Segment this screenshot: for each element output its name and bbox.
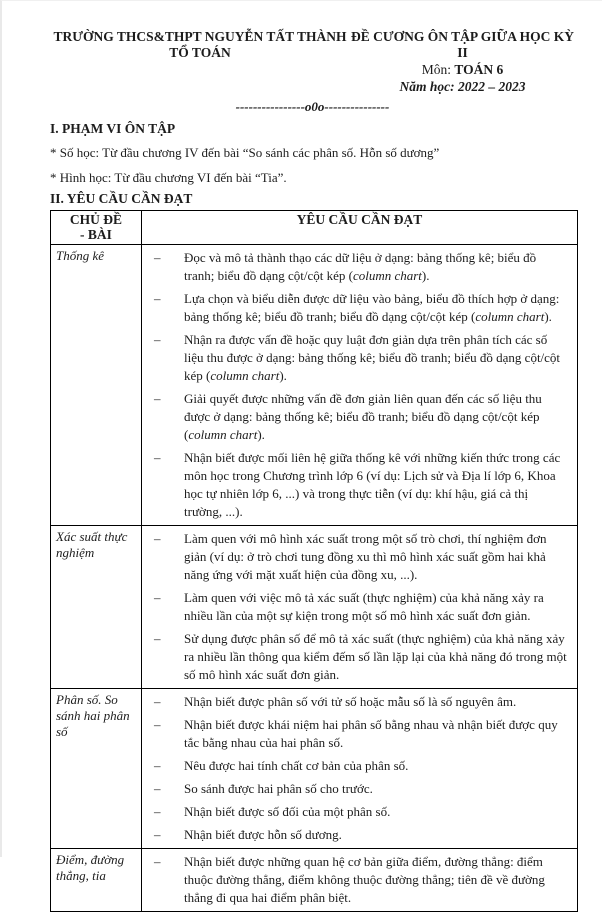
section-requirements-title: II. YÊU CẦU CẦN ĐẠT [50,191,193,206]
requirement-item [142,826,569,844]
requirement-text: So sánh được hai phân số cho trước. [184,781,373,796]
title-block [350,29,575,95]
requirement-text: Nhận biết được phân số với tử số hoặc mẫu số là số nguyên âm. [184,694,517,709]
subject-label: Môn: [421,62,455,77]
column-header-topic [51,211,142,245]
requirement-item [142,853,569,907]
requirement-item [142,716,569,752]
requirement-item [142,693,569,711]
requirements-cell [142,526,578,689]
table-row [51,849,578,912]
dash-bullet: – [154,590,161,605]
dash-bullet: – [154,291,161,306]
topic-cell: Thống kê [51,245,142,526]
requirement-text: Nêu được hai tính chất cơ bản của phân số. [184,758,409,773]
requirement-text: Nhận biết được hỗn số dương. [184,827,342,842]
requirement-item [142,780,569,798]
department-name: TỔ TOÁN [169,45,231,60]
requirements-cell [142,689,578,849]
requirement-text: Sử dụng được phân số để mô tả xác suất (thực nghiệm) của khả năng xảy ra nhiều lần thông qua kiểm đếm số lần lặp lại của khả năng đó trong một số mô hình xác suất đơn giản. [184,631,567,682]
school-year: Năm học: 2022 – 2023 [399,79,526,94]
dash-bullet: – [154,781,161,796]
scope-item-geometry: * Hình học: Từ đầu chương VI đến bài “Tia”. [50,170,287,185]
column-header-requirements: YÊU CẦU CẦN ĐẠT [142,211,578,245]
scope-item-arithmetic: * Số học: Từ đầu chương IV đến bài “So sánh các phân số. Hỗn số dương” [50,145,440,160]
dash-bullet: – [154,717,161,732]
requirement-item [142,757,569,775]
dash-bullet: – [154,827,161,842]
requirement-text: Nhận biết được số đối của một phân số. [184,804,391,819]
column-header-topic-line2: - BÀI [80,227,112,242]
requirements-cell [142,245,578,526]
table-row [51,245,578,526]
requirement-text: Giải quyết được những vấn đề đơn giản liên quan đến các số liệu thu được ở dạng: bảng thống kê; biểu đồ tranh; biểu đồ dạng cột/cột kép (column chart). [184,391,542,442]
subject-line [350,62,575,78]
requirements-table [50,210,578,912]
requirement-item [142,249,569,285]
topic-cell: Phân số. So sánh hai phân số [51,689,142,849]
dash-bullet: – [154,391,161,406]
document-header [50,29,575,95]
dash-bullet: – [154,631,161,646]
dash-bullet: – [154,332,161,347]
table-body [51,245,578,912]
subject-value: TOÁN 6 [454,62,504,77]
dash-bullet: – [154,450,161,465]
school-block [50,29,350,95]
table-header-row [51,211,578,245]
requirement-text: Nhận biết được những quan hệ cơ bản giữa điểm, đường thẳng: điểm thuộc đường thẳng, điểm không thuộc đường thẳng; tiên đề về đường thẳng đi qua hai điểm phân biệt. [184,854,545,905]
dash-bullet: – [154,531,161,546]
topic-cell: Xác suất thực nghiệm [51,526,142,689]
requirement-text: Lựa chọn và biểu diễn được dữ liệu vào bảng, biểu đồ thích hợp ở dạng: bảng thống kê; biểu đồ tranh; biểu đồ dạng cột/cột kép (column chart). [184,291,560,324]
requirement-text: Nhận biết được khái niệm hai phân số bằng nhau và nhận biết được quy tắc bằng nhau của hai phân số. [184,717,558,750]
dash-bullet: – [154,854,161,869]
column-header-topic-line1: CHỦ ĐỀ [69,212,123,227]
requirement-item [142,390,569,444]
table-head [51,211,578,245]
school-name: TRƯỜNG THCS&THPT NGUYỄN TẤT THÀNH [53,29,347,44]
ornamental-divider: ----------------o0o--------------- [235,99,390,114]
requirement-item [142,530,569,584]
table-row [51,526,578,689]
requirement-item [142,449,569,521]
requirement-text: Nhận ra được vấn đề hoặc quy luật đơn giản dựa trên phân tích các số liệu thu được ở dạng: bảng thống kê; biểu đồ tranh; biểu đồ dạng cột/cột kép (column chart). [184,332,561,383]
document-title: ĐỀ CƯƠNG ÔN TẬP GIỮA HỌC KỲ II [350,29,574,60]
requirement-text: Làm quen với việc mô tả xác suất (thực nghiệm) của khả năng xảy ra nhiều lần của một sự kiện trong một số mô hình xác suất đơn giản. [184,590,544,623]
requirement-item [142,331,569,385]
requirement-item [142,290,569,326]
requirement-item [142,803,569,821]
requirements-cell [142,849,578,912]
topic-cell: Điểm, đường thẳng, tia [51,849,142,912]
table-row [51,689,578,849]
dash-bullet: – [154,804,161,819]
requirement-item [142,630,569,684]
section-scope-title: I. PHẠM VI ÔN TẬP [50,121,176,136]
dash-bullet: – [154,758,161,773]
dash-bullet: – [154,250,161,265]
requirement-item [142,589,569,625]
requirement-text: Nhận biết được mối liên hệ giữa thống kê với những kiến thức trong các môn học trong Chương trình lớp 6 (ví dụ: Lịch sử và Địa lí lớp 6, Khoa học tự nhiên lớp 6, ...) và trong thực tiễn (ví dụ: khí hậu, giá cả thị trường, ...). [184,450,561,519]
requirement-text: Đọc và mô tả thành thạo các dữ liệu ở dạng: bảng thống kê; biểu đồ tranh; biểu đồ dạng cột/cột kép (column chart). [184,250,537,283]
requirement-text: Làm quen với mô hình xác suất trong một số trò chơi, thí nghiệm đơn giản (ví dụ: ở trò chơi tung đồng xu thì mô hình xác suất gồm hai khả năng ứng với mặt xuất hiện của đồng xu, ...). [184,531,547,582]
dash-bullet: – [154,694,161,709]
